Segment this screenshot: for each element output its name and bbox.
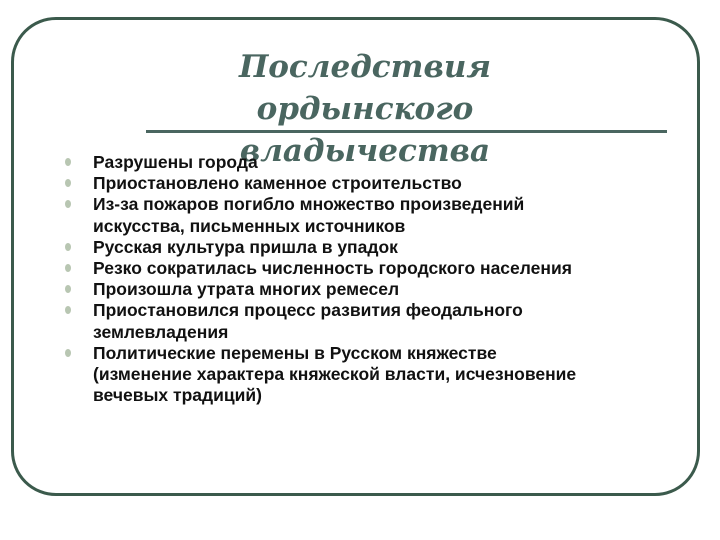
list-item-text: Резко сократилась численность городского населения: [93, 258, 572, 279]
list-item-text: Политические перемены в Русском княжестве: [93, 342, 497, 363]
bullet-icon: [65, 200, 71, 208]
list-item: [58, 258, 668, 279]
list-item: [58, 279, 668, 300]
list-item-text: Приостановлено каменное строительство: [93, 173, 462, 194]
title-line-2: владычества: [239, 133, 491, 169]
list-item: [58, 300, 668, 342]
list-item-text: вечевых традиций): [93, 385, 262, 406]
list-item-text: Русская культура пришла в упадок: [93, 236, 398, 257]
list-item: [58, 173, 668, 194]
bullet-icon: [65, 349, 71, 357]
list-item-text: Приостановился процесс развития феодального: [93, 300, 523, 321]
bullet-icon: [65, 306, 71, 314]
list-item-text: Из-за пожаров погибло множество произведений: [93, 194, 525, 215]
bullet-icon: [65, 264, 71, 272]
bullet-list: [58, 152, 668, 406]
list-item: [58, 194, 668, 236]
bullet-icon: [65, 285, 71, 293]
bullet-icon: [65, 158, 71, 166]
list-item: [58, 152, 668, 173]
list-item-text: искусства, письменных источников: [93, 215, 406, 236]
list-item-text: землевладения: [93, 321, 229, 342]
list-item: [58, 343, 668, 407]
title-line-1: Последствия ордынского: [238, 49, 492, 127]
list-item: [58, 237, 668, 258]
bullet-icon: [65, 243, 71, 251]
bullet-icon: [65, 179, 71, 187]
list-item-text: Произошла утрата многих ремесел: [93, 279, 400, 300]
list-item-text: (изменение характера княжеской власти, исчезновение: [93, 364, 577, 385]
list-item-text: Разрушены города: [93, 152, 258, 172]
title-divider: [146, 130, 667, 133]
